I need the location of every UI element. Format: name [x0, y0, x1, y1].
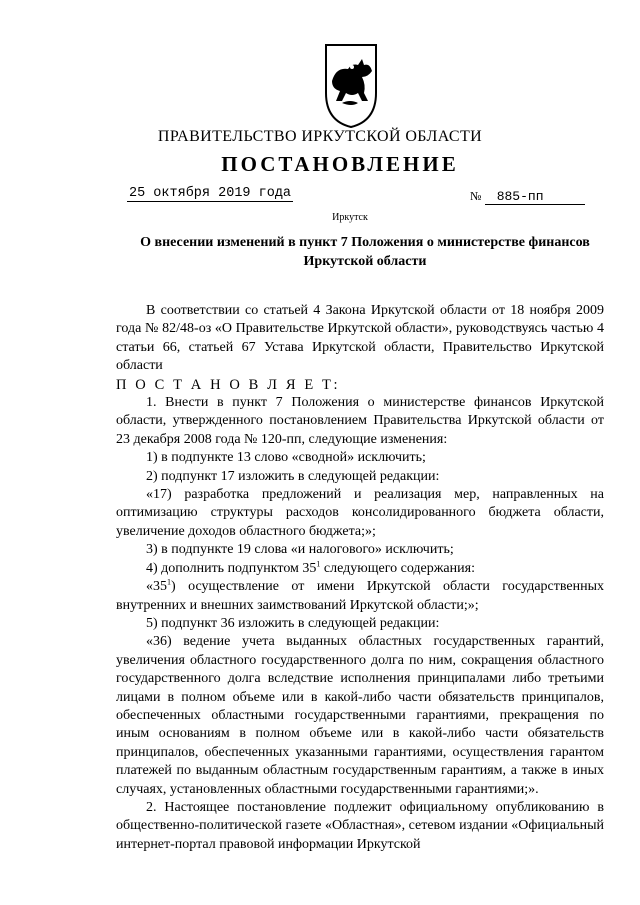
subitem-5-text: «36) ведение учета выданных областных государственных гарантий, увеличения областного государственного долга по ним, сокращения областного государственного долга вследствие исполнения принципалами либо третьими лицами в полном объеме или в какой-либо части обязательств принципалов, обеспеченных областными государственными гарантиями, прекращения по иным основаниям в полном объеме или в какой-либо части обязательств принципалов, обеспеченных указанными гарантиями, осуществления гарантом платежей по выданным областным государственным гарантиям, а также в иных случаях, установленных областными государственными гарантиями;».	[116, 634, 604, 797]
paragraph-1: 1. Внести в пункт 7 Положения о министерстве финансов Иркутской области, утвержденного постановлением Правительства Иркутской области от 23 декабря 2008 года № 120-пп, следующие изменения:	[116, 395, 604, 447]
subitem-1: 1) в подпункте 13 слово «сводной» исключить;	[146, 450, 426, 466]
subitem-4	[116, 560, 604, 578]
number-value: 885-пп	[485, 189, 585, 205]
subitem-2-text: «17) разработка предложений и реализация мер, направленных на оптимизацию структуры расходов консолидированного бюджета области, увеличение доходов областного бюджета;»;	[116, 487, 604, 539]
date-value: 25 октября 2019 года	[129, 186, 292, 201]
document-title	[110, 233, 620, 271]
subitem-4-text	[116, 578, 604, 615]
paragraph-2: 2. Настоящее постановление подлежит официальному опубликованию в общественно-политической газете «Областная», сетевом издании «Официальный интернет-портал правовой информации Иркутской	[116, 799, 604, 852]
document-body	[116, 302, 604, 854]
document-date	[127, 186, 293, 201]
subitem-3: 3) в подпункте 19 слова «и налогового» исключить;	[146, 542, 454, 558]
title-line: О внесении изменений в пункт 7 Положения о министерстве финансов	[140, 235, 590, 250]
subitem-4-before: 4) дополнить подпунктом 35	[146, 560, 317, 576]
government-name: ПРАВИТЕЛЬСТВО ИРКУТСКОЙ ОБЛАСТИ	[157, 128, 483, 145]
subitem-5: 5) подпункт 36 изложить в следующей редакции:	[146, 615, 440, 631]
city-name: Иркутск	[332, 212, 368, 223]
resolves-heading: П О С Т А Н О В Л Я Е Т:	[116, 376, 341, 393]
number-label: №	[470, 189, 482, 203]
subitem-4-text-before: «35	[146, 579, 167, 595]
document-number	[470, 188, 585, 205]
intro-paragraph: В соответствии со статьей 4 Закона Иркутской области от 18 ноября 2009 года № 82/48-оз «О Правительстве Иркутской области», руководствуясь частью 4 статьи 66, статьей 67 Устава Иркутской области, Правительство Иркутской области	[116, 303, 604, 374]
subitem-2: 2) подпункт 17 изложить в следующей редакции:	[146, 468, 440, 484]
document-type: ПОСТАНОВЛЕНИЕ	[221, 152, 459, 176]
superscript: 1	[167, 577, 171, 587]
subitem-4-text-after: ) осуществление от имени Иркутской области государственных внутренних и внешних заимствований Иркутской области;»;	[116, 579, 604, 613]
coat-of-arms-emblem	[322, 41, 380, 129]
subitem-4-after: следующего содержания:	[320, 560, 475, 576]
title-line: Иркутской области	[303, 254, 427, 269]
superscript: 1	[316, 559, 321, 569]
